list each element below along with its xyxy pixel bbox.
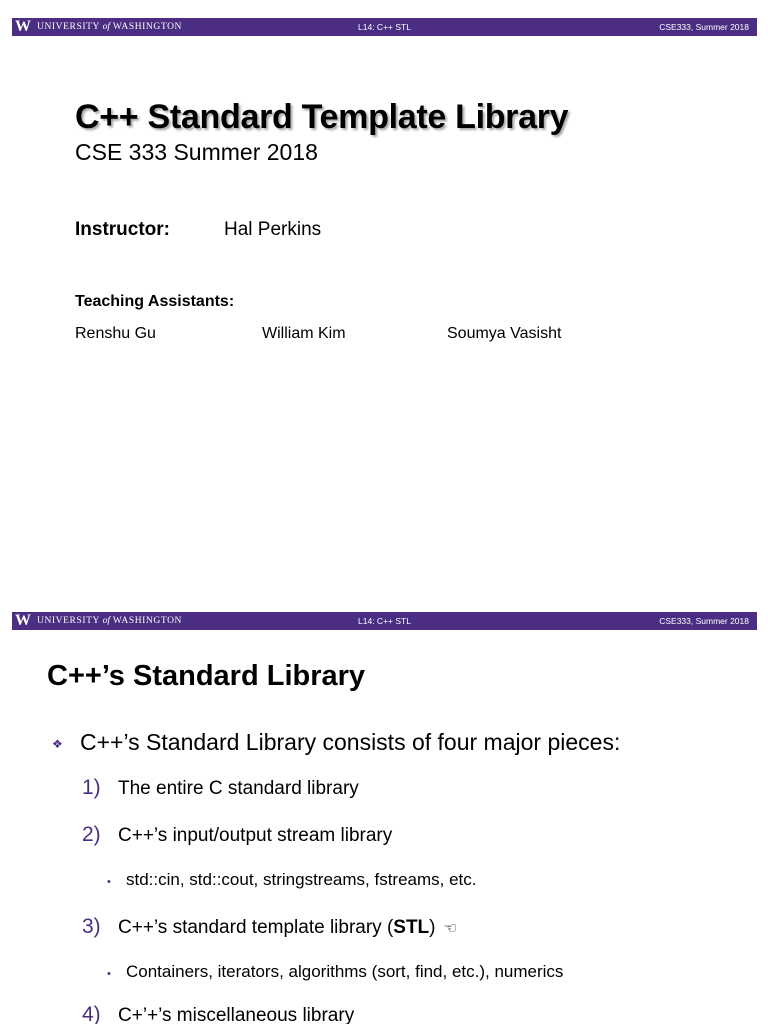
list-item: C++’s input/output stream library [118,825,393,846]
ta-name: William Kim [262,325,346,342]
ta-name: Renshu Gu [75,325,156,342]
university-name: UNIVERSITY of WASHINGTON [37,616,182,626]
list-item: C++’s standard template library (STL) ☜ [118,917,457,938]
instructor-label: Instructor: [75,219,170,240]
sub-list-item: Containers, iterators, algorithms (sort, find, etc.), numerics [126,962,564,981]
item-number: 3) [82,915,101,938]
slide-title: C++’s Standard Library [47,660,366,692]
course-label: CSE333, Summer 2018 [659,22,749,32]
course-label: CSE333, Summer 2018 [659,616,749,626]
sub-bullet-icon: • [107,968,111,980]
header-banner [12,18,757,36]
uw-logo-icon: W [15,18,31,35]
main-bullet-text: C++’s Standard Library consists of four major pieces: [80,729,621,755]
content-slide [0,594,768,1024]
lecture-label: L14: C++ STL [358,22,411,32]
sub-bullet-icon: • [107,876,111,888]
list-item: C+’+’s miscellaneous library [118,1005,355,1024]
item-number: 1) [82,776,101,799]
uw-logo-icon: W [15,612,31,629]
instructor-name: Hal Perkins [224,219,322,240]
diamond-bullet-icon: ❖ [52,737,63,751]
list-item: The entire C standard library [118,778,359,799]
lecture-label: L14: C++ STL [358,616,411,626]
slide-subtitle: CSE 333 Summer 2018 [75,139,318,165]
ta-name: Soumya Vasisht [447,325,562,342]
pointing-hand-icon: ☜ [443,920,457,937]
sub-list-item: std::cin, std::cout, stringstreams, fstreams, etc. [126,870,477,889]
university-name: UNIVERSITY of WASHINGTON [37,22,182,32]
ta-label: Teaching Assistants: [75,293,235,310]
item-number: 4) [82,1003,101,1024]
item-number: 2) [82,823,101,846]
slide-title: C++ Standard Template Library [75,98,569,136]
header-banner [12,612,757,630]
